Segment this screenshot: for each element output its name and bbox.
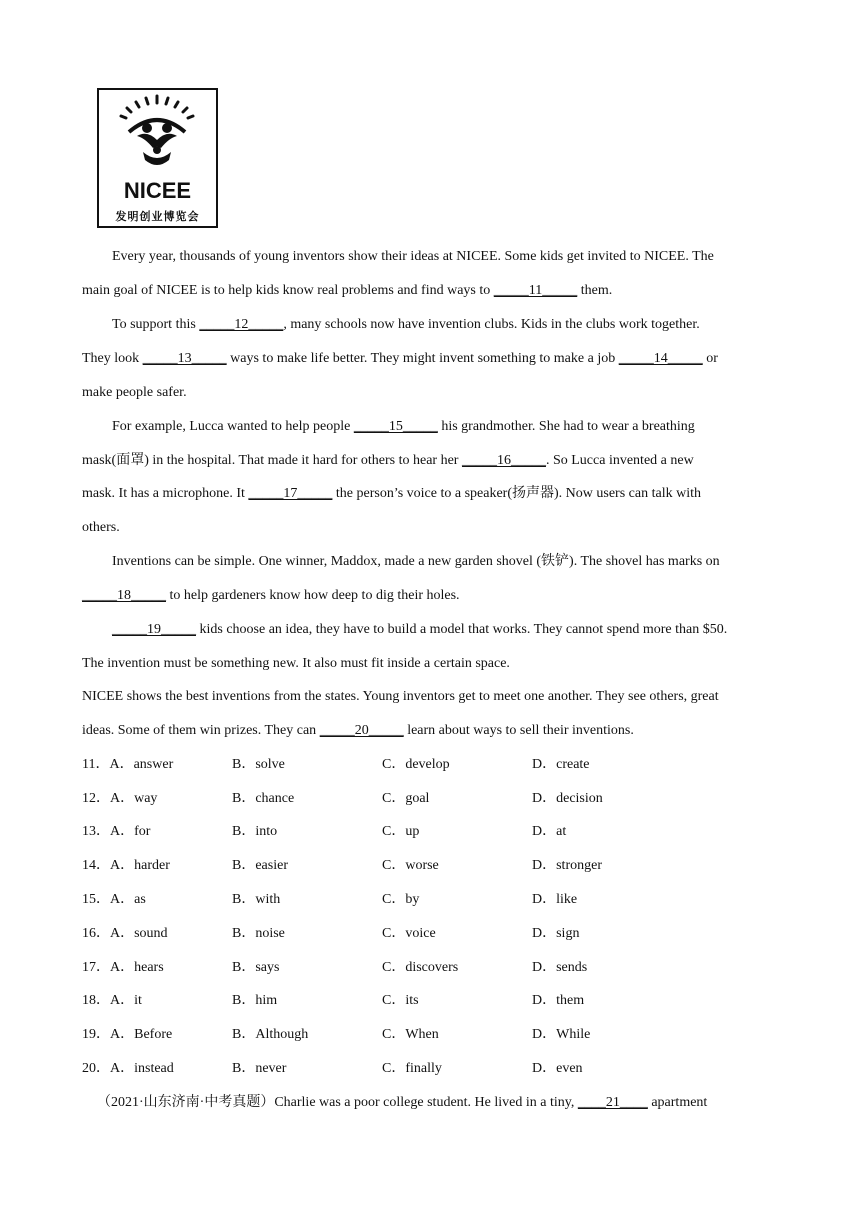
blank-11: _____11_____ xyxy=(493,283,578,298)
passage-text: mask. It has a microphone. It xyxy=(82,486,249,501)
option-a: 20．A．instead xyxy=(82,1061,174,1076)
option-c: C．develop xyxy=(382,757,450,772)
nicee-logo xyxy=(97,88,218,228)
blank-20: _____20_____ xyxy=(319,723,404,738)
option-a: 13．A．for xyxy=(82,824,151,839)
option-d: D．While xyxy=(532,1027,591,1042)
passage-line xyxy=(112,315,700,335)
option-d: D．decision xyxy=(532,791,603,806)
passage-line xyxy=(82,687,719,707)
option-c: C．goal xyxy=(382,791,430,806)
option-d: D．them xyxy=(532,993,585,1008)
blank-16: _____16_____ xyxy=(461,453,546,468)
next-passage-line xyxy=(97,1093,707,1113)
option-d: D．sign xyxy=(532,926,580,941)
passage-text: others. xyxy=(82,520,120,535)
passage-text: main goal of NICEE is to help kids know real problems and find ways to xyxy=(82,283,494,298)
passage-text: Charlie was a poor college student. He lived in a tiny, xyxy=(274,1095,578,1110)
option-b: B．into xyxy=(232,824,278,839)
passage-line xyxy=(82,721,634,741)
passage-text: kids choose an idea, they have to build a model that works. They cannot spend more than $50. xyxy=(196,622,728,637)
option-c: C．up xyxy=(382,824,420,839)
passage-line xyxy=(82,281,612,301)
blank-15: _____15_____ xyxy=(353,419,438,434)
option-a: 15．A．as xyxy=(82,892,146,907)
blank-14: _____14_____ xyxy=(618,351,703,366)
blank-18: _____18_____ xyxy=(82,588,166,603)
option-b: B．easier xyxy=(232,858,288,873)
option-a: 11．A．answer xyxy=(82,757,174,772)
option-c: C．finally xyxy=(382,1061,442,1076)
passage-line xyxy=(112,247,714,267)
passage-line xyxy=(82,484,701,504)
passage-line xyxy=(112,620,727,640)
option-a: 17．A．hears xyxy=(82,960,164,975)
option-b: B．him xyxy=(232,993,278,1008)
passage-line xyxy=(112,417,695,437)
option-b: B．chance xyxy=(232,791,295,806)
option-d: D．create xyxy=(532,757,590,772)
blank-19: _____19_____ xyxy=(112,622,196,637)
option-d: D．even xyxy=(532,1061,583,1076)
passage-text: NICEE shows the best inventions from the states. Young inventors get to meet one another. They see others, great xyxy=(82,689,719,704)
option-c: C．its xyxy=(382,993,419,1008)
option-b: B．Although xyxy=(232,1027,309,1042)
option-d: D．like xyxy=(532,892,578,907)
passage-line xyxy=(112,552,720,572)
option-b: B．with xyxy=(232,892,281,907)
passage-text: Every year, thousands of young inventors show their ideas at NICEE. Some kids get invited to NICEE. The xyxy=(112,249,714,264)
option-c: C．discovers xyxy=(382,960,459,975)
passage-text: They look xyxy=(82,351,143,366)
passage-text: them. xyxy=(577,283,613,298)
option-a: 19．A．Before xyxy=(82,1027,173,1042)
passage-text: to help gardeners know how deep to dig their holes. xyxy=(166,588,460,603)
passage-text: . So Lucca invented a new xyxy=(545,453,694,468)
option-c: C．by xyxy=(382,892,420,907)
option-d: D．stronger xyxy=(532,858,602,873)
passage-text: ideas. Some of them win prizes. They can xyxy=(82,723,320,738)
logo-subtitle: 发明创业博览会 xyxy=(115,210,200,223)
option-a: 12．A．way xyxy=(82,791,158,806)
option-b: B．noise xyxy=(232,926,285,941)
source-tag: （2021·山东济南·中考真题） xyxy=(97,1095,275,1110)
passage-text: Inventions can be simple. One winner, Maddox, made a new garden shovel (铁铲). The shovel has marks on xyxy=(112,554,720,569)
option-c: C．voice xyxy=(382,926,436,941)
passage-line xyxy=(82,349,718,369)
blank-12: _____12_____ xyxy=(199,317,284,332)
option-a: 16．A．sound xyxy=(82,926,168,941)
blank-17: _____17_____ xyxy=(248,486,333,501)
passage-text: his grandmother. She had to wear a breathing xyxy=(437,419,695,434)
passage-line xyxy=(82,451,694,471)
blank-21: ____21____ xyxy=(577,1095,648,1110)
option-d: D．sends xyxy=(532,960,588,975)
passage-text: learn about ways to sell their inventions. xyxy=(403,723,634,738)
passage-text: or xyxy=(702,351,718,366)
passage-line xyxy=(82,518,120,538)
option-b: B．solve xyxy=(232,757,285,772)
passage-line xyxy=(82,654,510,674)
passage-line xyxy=(82,586,460,606)
nicee-emblem-icon xyxy=(99,90,216,180)
option-b: B．never xyxy=(232,1061,287,1076)
option-a: 18．A．it xyxy=(82,993,142,1008)
passage-text: ways to make life better. They might invent something to make a job xyxy=(226,351,619,366)
passage-text: The invention must be something new. It also must fit inside a certain space. xyxy=(82,656,510,671)
passage-text: mask(面罩) in the hospital. That made it hard for others to hear her xyxy=(82,453,462,468)
passage-text: the person’s voice to a speaker(扬声器). Now users can talk with xyxy=(332,486,701,501)
option-b: B．says xyxy=(232,960,280,975)
option-c: C．When xyxy=(382,1027,439,1042)
passage-text: To support this xyxy=(112,317,200,332)
passage-text: make people safer. xyxy=(82,385,187,400)
option-a: 14．A．harder xyxy=(82,858,170,873)
option-c: C．worse xyxy=(382,858,439,873)
logo-name: NICEE xyxy=(123,178,192,203)
passage-text: apartment xyxy=(647,1095,708,1110)
option-d: D．at xyxy=(532,824,567,839)
passage-text: For example, Lucca wanted to help people xyxy=(112,419,354,434)
passage-line xyxy=(82,383,187,403)
blank-13: _____13_____ xyxy=(142,351,227,366)
passage-text: , many schools now have invention clubs. Kids in the clubs work together. xyxy=(283,317,700,332)
